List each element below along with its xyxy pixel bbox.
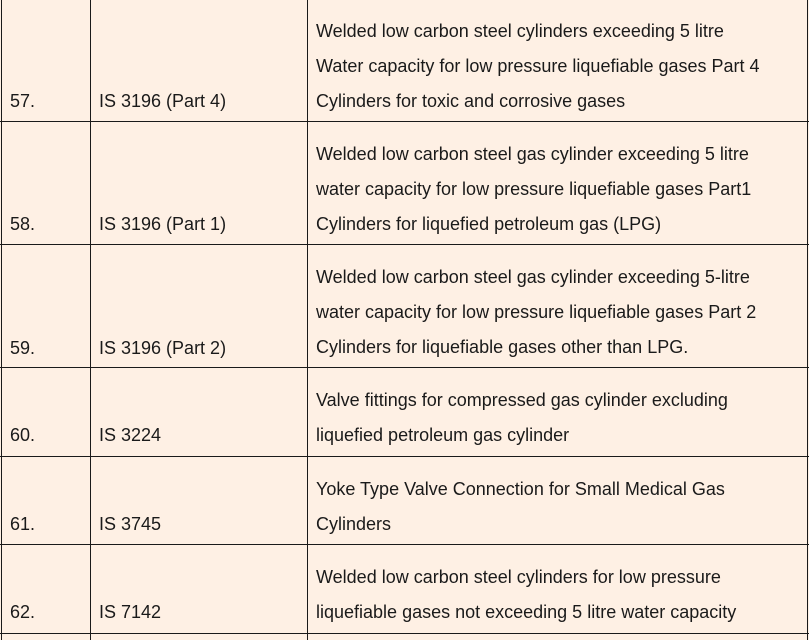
description-line: Welded low carbon steel cylinders for low pressure	[316, 567, 721, 587]
row-number: 61.	[10, 514, 36, 534]
row-divider	[0, 633, 809, 634]
standard-code: IS 7142	[99, 602, 162, 622]
description-line: water capacity for low pressure liquefiable gases Part 2	[316, 302, 757, 322]
description-line: Cylinders for toxic and corrosive gases	[316, 91, 626, 111]
description-line: liquefied petroleum gas cylinder	[316, 425, 570, 445]
description-line: Water capacity for low pressure liquefiable gases Part 4	[316, 56, 760, 76]
description-line: Yoke Type Valve Connection for Small Medical Gas	[316, 479, 725, 499]
description-line: water capacity for low pressure liquefiable gases Part1	[316, 179, 752, 199]
standard-description	[316, 472, 725, 542]
standard-description	[316, 14, 760, 119]
standard-description	[316, 260, 756, 365]
description-line: Valve fittings for compressed gas cylinder excluding	[316, 390, 728, 410]
standard-description	[316, 383, 728, 453]
standard-code: IS 3196 (Part 1)	[99, 214, 227, 234]
standard-description	[316, 560, 736, 630]
standard-code: IS 3196 (Part 4)	[99, 91, 227, 111]
row-divider	[0, 244, 809, 245]
description-line: Welded low carbon steel gas cylinder exceeding 5 litre	[316, 144, 749, 164]
description-line: liquefiable gases not exceeding 5 litre water capacity	[316, 602, 737, 622]
description-line: Welded low carbon steel cylinders exceeding 5 litre	[316, 21, 724, 41]
row-number: 59.	[10, 338, 36, 358]
row-divider	[0, 544, 809, 545]
row-number: 60.	[10, 425, 36, 445]
row-number: 58.	[10, 214, 36, 234]
description-line: Cylinders for liquefiable gases other than LPG.	[316, 337, 689, 357]
description-line: Cylinders for liquefied petroleum gas (LPG)	[316, 214, 662, 234]
row-number: 57.	[10, 91, 36, 111]
row-divider	[0, 121, 809, 122]
standard-code: IS 3224	[99, 425, 162, 445]
row-divider	[0, 367, 809, 368]
row-number: 62.	[10, 602, 36, 622]
description-line: Welded low carbon steel gas cylinder exceeding 5-litre	[316, 267, 750, 287]
standard-code: IS 3196 (Part 2)	[99, 338, 227, 358]
description-line: Cylinders	[316, 514, 392, 534]
row-divider	[0, 456, 809, 457]
standard-description	[316, 137, 751, 242]
standard-code: IS 3745	[99, 514, 162, 534]
